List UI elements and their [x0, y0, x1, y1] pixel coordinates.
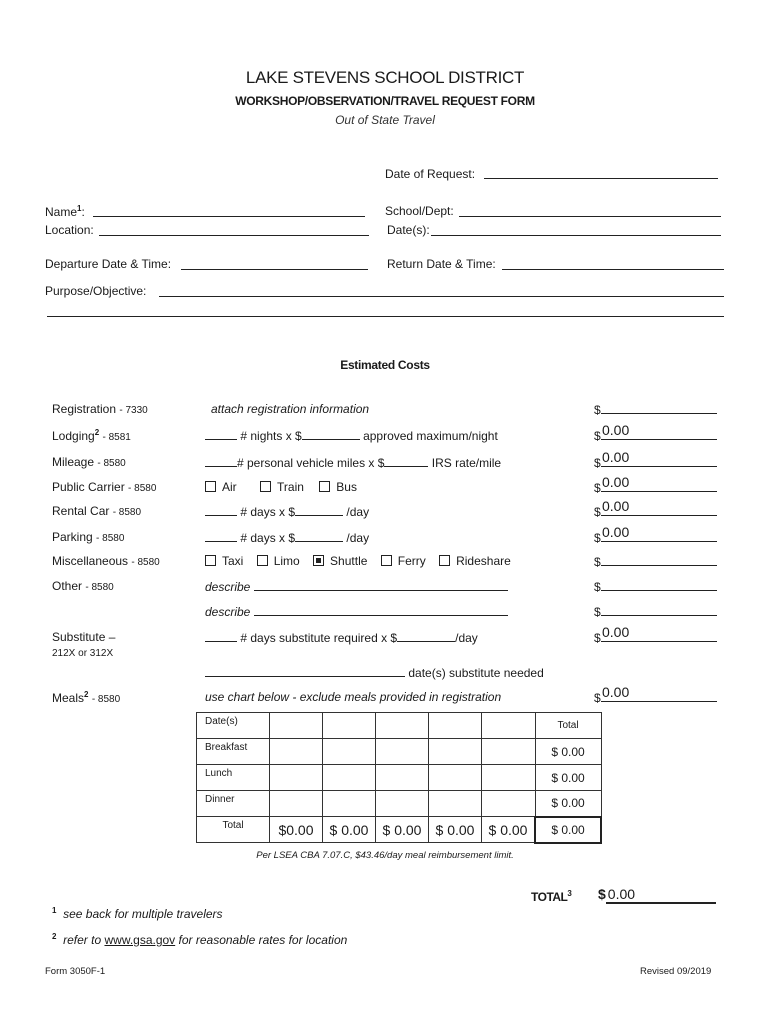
other-desc-2: describe — [205, 604, 508, 619]
return-line[interactable] — [502, 269, 724, 270]
dates-label: Date(s): — [387, 223, 430, 237]
footnote-2: $^2$ refer to www.gsa.gov for reasonable rates for location — [52, 932, 348, 947]
gsa-link[interactable]: www.gsa.gov — [104, 933, 176, 947]
footnote-1: $^1$ see back for multiple travelers — [52, 906, 223, 921]
registration-amount[interactable]: $ — [594, 402, 717, 417]
column-total[interactable]: $ 0.00 — [429, 817, 482, 843]
name-label: Name$^1$: — [45, 204, 85, 219]
public-carrier-amount[interactable]: $ 0.00 — [594, 480, 717, 495]
bus-checkbox[interactable] — [319, 481, 330, 492]
form-subsubtitle: Out of State Travel — [335, 113, 435, 127]
breakfast-total[interactable]: $ 0.00 — [535, 739, 601, 765]
purpose-label: Purpose/Objective: — [45, 284, 147, 298]
substitute-desc: # days substitute required x $ /day — [205, 630, 478, 645]
school-dept-label: School/Dept: — [385, 204, 454, 218]
meal-table — [196, 712, 602, 844]
table-row — [197, 739, 602, 765]
lodging-amount[interactable]: $ 0.00 — [594, 428, 717, 443]
registration-desc: attach registration information — [211, 402, 370, 416]
dinner-total[interactable]: $ 0.00 — [535, 791, 601, 817]
total-amount[interactable]: $ 0.00 — [598, 886, 716, 904]
other-desc: describe — [205, 579, 508, 594]
form-title: LAKE STEVENS SCHOOL DISTRICT — [245, 68, 525, 87]
table-row — [197, 713, 602, 739]
total-header: Total — [535, 713, 601, 739]
estimated-costs-title: Estimated Costs — [340, 358, 430, 372]
meal-grand-total[interactable]: $ 0.00 — [535, 817, 601, 843]
ferry-checkbox[interactable] — [381, 555, 392, 566]
form-number: Form 3050F-1 — [45, 966, 106, 977]
other-label: Other - 8580 — [52, 579, 114, 593]
location-line[interactable] — [99, 235, 369, 236]
misc-options: Taxi Limo Shuttle Ferry Rideshare — [205, 554, 511, 568]
rental-car-label: Rental Car - 8580 — [52, 504, 142, 518]
form-subtitle: WORKSHOP/OBSERVATION/TRAVEL REQUEST FORM — [235, 94, 535, 108]
substitute-code: 212X or 312X — [52, 648, 114, 659]
column-total[interactable]: $ 0.00 — [482, 817, 536, 843]
location-label: Location: — [45, 223, 94, 237]
other-amount-2[interactable]: $ — [594, 604, 717, 619]
meals-amount[interactable]: $ 0.00 — [594, 690, 717, 705]
breakfast-label: Breakfast — [197, 739, 270, 765]
departure-line[interactable] — [181, 269, 368, 270]
table-row — [197, 817, 602, 843]
dates-header: Date(s) — [197, 713, 270, 739]
date-of-request-line[interactable] — [484, 178, 718, 179]
limo-checkbox[interactable] — [257, 555, 268, 566]
purpose-line[interactable] — [159, 296, 724, 297]
substitute-dates: date(s) substitute needed — [205, 665, 544, 680]
total-label: TOTAL$^3$ — [531, 889, 572, 904]
column-total[interactable]: $ 0.00 — [376, 817, 429, 843]
other-amount[interactable]: $ — [594, 579, 717, 594]
registration-label: Registration - 7330 — [52, 402, 148, 416]
column-total[interactable]: $0.00 — [270, 817, 323, 843]
return-label: Return Date & Time: — [387, 257, 496, 271]
parking-amount[interactable]: $ 0.00 — [594, 530, 717, 545]
table-row — [197, 791, 602, 817]
substitute-label: Substitute – — [52, 630, 116, 644]
table-row — [197, 765, 602, 791]
public-carrier-options: Air Train Bus — [205, 480, 357, 494]
substitute-amount[interactable]: $ 0.00 — [594, 630, 717, 645]
meals-label: Meals$^2$ - 8580 — [52, 690, 121, 705]
mileage-desc: # personal vehicle miles x $ IRS rate/mile — [205, 455, 501, 470]
lodging-label: Lodging$^2$ - 8581 — [52, 428, 131, 443]
total-row-label: Total — [197, 817, 270, 843]
departure-label: Departure Date & Time: — [45, 257, 172, 271]
lunch-label: Lunch — [197, 765, 270, 791]
column-total[interactable]: $ 0.00 — [323, 817, 376, 843]
mileage-amount[interactable]: $ 0.00 — [594, 455, 717, 470]
taxi-checkbox[interactable] — [205, 555, 216, 566]
shuttle-checkbox[interactable] — [313, 555, 324, 566]
misc-amount[interactable]: $ — [594, 554, 717, 569]
air-checkbox[interactable] — [205, 481, 216, 492]
dates-line[interactable] — [431, 235, 721, 236]
rental-car-amount[interactable]: $ 0.00 — [594, 504, 717, 519]
name-line[interactable] — [93, 216, 365, 217]
lodging-desc: # nights x $ approved maximum/night — [205, 428, 498, 443]
meal-note: Per LSEA CBA 7.07.C, $43.46/day meal reimbursement limit. — [256, 850, 514, 861]
train-checkbox[interactable] — [260, 481, 271, 492]
meals-desc: use chart below - exclude meals provided in registration — [205, 690, 502, 704]
lunch-total[interactable]: $ 0.00 — [535, 765, 601, 791]
date-of-request-label: Date of Request: — [385, 167, 476, 181]
rental-car-desc: # days x $ /day — [205, 504, 369, 519]
revised-date: Revised 09/2019 — [640, 966, 712, 977]
parking-label: Parking - 8580 — [52, 530, 125, 544]
purpose-line-2[interactable] — [47, 316, 724, 317]
parking-desc: # days x $ /day — [205, 530, 369, 545]
mileage-label: Mileage - 8580 — [52, 455, 126, 469]
dinner-label: Dinner — [197, 791, 270, 817]
rideshare-checkbox[interactable] — [439, 555, 450, 566]
school-dept-line[interactable] — [459, 216, 721, 217]
public-carrier-label: Public Carrier - 8580 — [52, 480, 157, 494]
misc-label: Miscellaneous - 8580 — [52, 554, 160, 568]
